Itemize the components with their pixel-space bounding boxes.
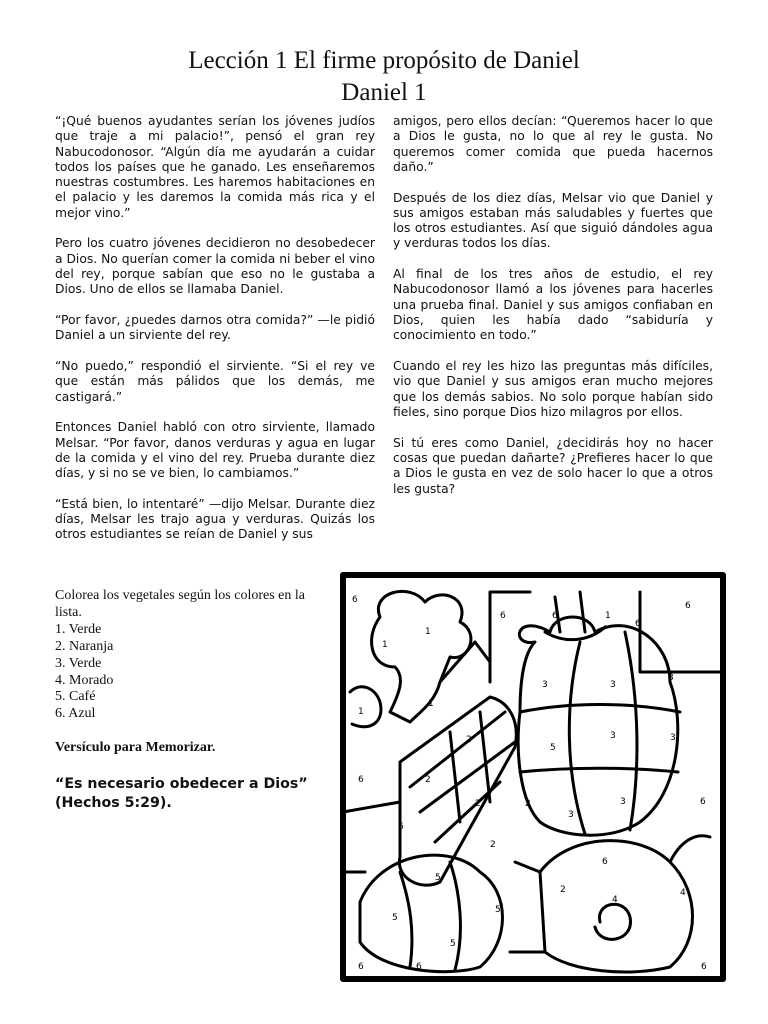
story-column-left	[55, 114, 375, 558]
memory-verse-title: Versículo para Memorizar.	[55, 740, 216, 755]
story-paragraph: Entonces Daniel habló con otro sirviente, llamado Melsar. “Por favor, danos verduras y agua en lugar de la comida y el vino del rey. Prueba durante diez días, y si no se ve bien, lo cambiamos.”	[55, 420, 375, 481]
color-by-number-picture	[340, 572, 726, 982]
region-number: 2	[525, 799, 531, 809]
region-number: 5	[450, 939, 456, 949]
region-number: 3	[670, 733, 676, 743]
region-number: 4	[612, 895, 618, 905]
region-number: 6	[685, 601, 691, 611]
region-number: 1	[428, 699, 434, 709]
story-column-right	[393, 114, 713, 512]
color-key-item: 3. Verde	[55, 655, 102, 671]
region-number: 1	[382, 640, 388, 650]
color-key-item: 1. Verde	[55, 621, 102, 637]
story-paragraph: Al final de los tres años de estudio, el rey Nabucodonosor llamó a los jóvenes para hacerles una prueba final. Daniel y sus amigos confiaban en Dios, quien les había dado “sabiduría y conocimiento en todo.”	[393, 267, 713, 343]
region-number: 3	[620, 797, 626, 807]
region-number: 2	[490, 840, 496, 850]
region-number: 6	[602, 857, 608, 867]
region-number: 5	[392, 913, 398, 923]
coloring-instructions	[55, 588, 325, 723]
story-paragraph: “¡Qué buenos ayudantes serían los jóvenes judíos que traje a mi palacio!”, pensó el gran rey Nabucodonosor. “Algún día me ayudarán a cuidar todos los países que he ganado. Les enseñaremos nuestras costumbres. Les haremos habitaciones en el palacio y les daremos la comida más rica y el mejor vino.”	[55, 114, 375, 220]
story-paragraph: Si tú eres como Daniel, ¿decidirás hoy no hacer cosas que puedan dañarte? ¿Prefieres hacer lo que a Dios le gusta en vez de solo hacer lo que a otros les gusta?	[393, 435, 713, 496]
region-number: 6	[352, 595, 358, 605]
story-paragraph: Cuando el rey les hizo las preguntas más difíciles, vio que Daniel y sus amigos eran mucho mejores que los demás sabios. No solo porque habían sido fieles, sino porque Dios hizo milagros por ellos.	[393, 359, 713, 419]
color-key-item: 5. Café	[55, 689, 96, 705]
region-number: 6	[701, 962, 707, 972]
region-number: 2	[425, 775, 431, 785]
region-number: 3	[542, 680, 548, 690]
region-number: 2	[466, 735, 472, 745]
region-number: 6	[500, 611, 506, 621]
region-number: 6	[416, 962, 422, 972]
region-number: 3	[610, 680, 616, 690]
story-paragraph: “Por favor, ¿puedes darnos otra comida?” —le pidió Daniel a un sirviente del rey.	[55, 313, 375, 343]
region-number: 2	[560, 885, 566, 895]
color-key-item: 4. Morado	[55, 672, 114, 688]
region-number: 1	[605, 611, 611, 621]
story-paragraph: “Está bien, lo intentaré” —dijo Melsar. Durante diez días, Melsar les trajo agua y verduras. Quizás los otros estudiantes se reían de Daniel y sus	[55, 496, 375, 542]
story-paragraph: amigos, pero ellos decían: “Queremos hacer lo que a Dios le gusta, no lo que al rey le gusta. No queremos comer comida que pueda hacernos daño.”	[393, 114, 713, 174]
region-number: 6	[635, 619, 641, 629]
region-number: 5	[435, 873, 441, 883]
lesson-subtitle: Daniel 1	[341, 79, 427, 106]
region-number: 3	[668, 673, 674, 683]
coloring-instruction-text: Colorea los vegetales según los colores en la lista.	[55, 588, 305, 620]
region-number: 4	[680, 888, 686, 898]
pumpkin-drawing	[518, 617, 678, 835]
region-number: 6	[398, 822, 404, 832]
story-paragraph: “No puedo,” respondió el sirviente. “Si el rey ve que están más pálidos que los demás, me castigará.”	[55, 359, 375, 404]
region-number: 1	[358, 707, 364, 717]
region-number: 2	[475, 799, 481, 809]
region-number: 5	[550, 743, 556, 753]
lesson-title: Lección 1 El firme propósito de Daniel	[188, 47, 580, 74]
broccoli-drawing	[372, 591, 471, 722]
region-number: 6	[700, 797, 706, 807]
memory-verse-text: “Es necesario obedecer a Dios” (Hechos 5:29).	[55, 776, 308, 811]
story-paragraph: Pero los cuatro jóvenes decidieron no desobedecer a Dios. No querían comer la comida ni beber el vino del rey, porque sabían que eso no le gustaba a Dios. Uno de ellos se llamaba Daniel.	[55, 236, 375, 297]
region-number: 6	[358, 775, 364, 785]
squash-drawing	[360, 855, 503, 972]
region-number: 6	[552, 611, 558, 621]
color-key-item: 6. Azul	[55, 706, 96, 722]
region-number: 6	[358, 962, 364, 972]
region-number: 3	[568, 810, 574, 820]
region-number: 3	[610, 731, 616, 741]
region-number: 5	[495, 905, 501, 915]
story-paragraph: Después de los diez días, Melsar vio que Daniel y sus amigos estaban más saludables y fuertes que los otros estudiantes. Así que siguió dándoles agua y verduras todos los días.	[393, 190, 713, 251]
region-number: 1	[425, 627, 431, 637]
color-key-item: 2. Naranja	[55, 638, 114, 654]
